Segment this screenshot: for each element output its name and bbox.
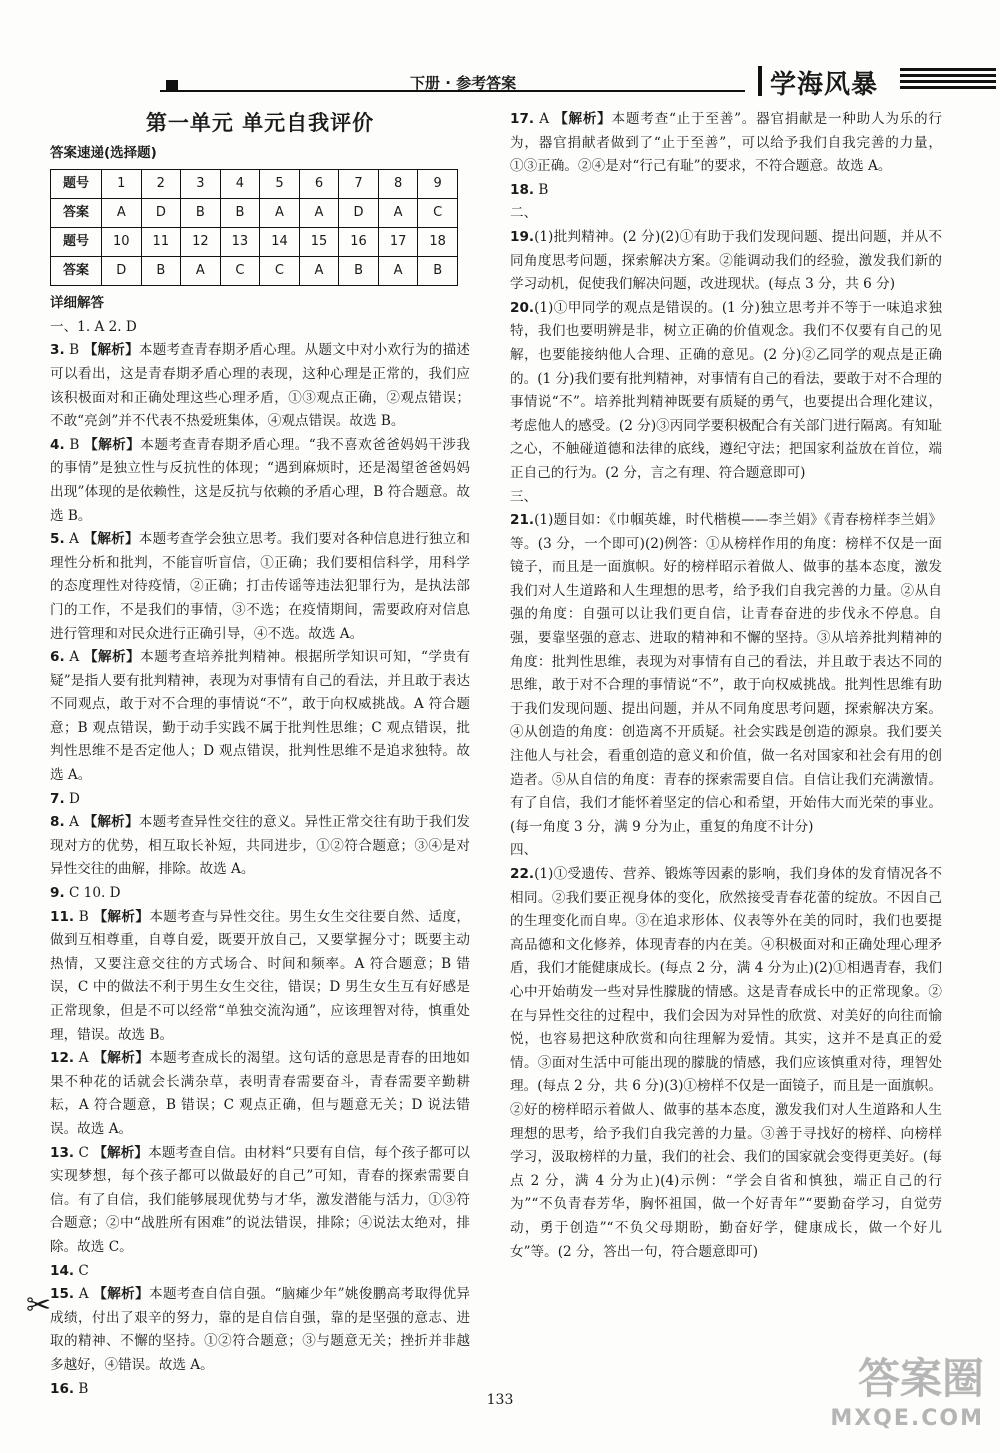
answer-table-cell: A	[378, 257, 418, 286]
answer-item	[510, 202, 942, 226]
watermark-text: 答案圈	[857, 1354, 984, 1403]
answer-choice: B	[78, 908, 89, 925]
analysis-tag: 【解析】	[84, 436, 141, 453]
unit-title: 第一单元 单元自我评价	[145, 111, 375, 135]
question-number: 9.	[50, 885, 65, 902]
left-column	[50, 108, 470, 1401]
answer-table-row	[51, 199, 458, 228]
right-answer-list	[510, 108, 942, 1264]
answer-item	[50, 646, 470, 788]
answer-text: 本题考查成长的渴望。这句话的意思是青春的田地如果不种花的话就会长满杂草，表明青春需要奋斗，青春需要辛勤耕耘，A 符合题意，B 错误；C 观点正确，但与题意无关；D 说法错误。故选 A。	[50, 1050, 471, 1137]
answer-table-cell: A	[378, 199, 418, 228]
answer-item	[510, 509, 942, 839]
answer-table-cell: 17	[378, 228, 418, 257]
answer-table-cell: C	[418, 199, 458, 228]
answer-text: 本题考查自信。由材料“只要有自信，每个孩子都可以实现梦想，每个孩子都可以做最好的自己”可知，青春的探索需要自信。有了自信，我们能够展现优势与才华，激发潜能与活力，①③符合题意；②中“战胜所有困难”的说法错误，排除；④说法太绝对，排除。故选 C。	[50, 1144, 470, 1255]
answer-text: (1)批判精神。(2 分)(2)①有助于我们发现问题、提出问题，并从不同角度思考问题，探索解决方案。②能调动我们的经验，激发我们新的学习动机，促使我们解决问题，改进现状。(每点 3 分，共 6 分)	[510, 228, 942, 293]
answer-item	[510, 179, 942, 203]
answer-choice: A	[78, 1050, 89, 1067]
answer-item	[510, 486, 942, 510]
analysis-tag: 【解析】	[93, 1286, 150, 1303]
analysis-tag: 【解析】	[554, 111, 612, 127]
answer-table-cell: 8	[378, 170, 418, 199]
answer-item	[510, 863, 942, 1264]
answer-item	[50, 788, 470, 812]
answer-table-cell: B	[339, 257, 379, 286]
answer-item	[50, 906, 470, 1048]
analysis-tag: 【解析】	[93, 908, 150, 925]
answer-text: 本题考查青春期矛盾心理。从题文中对小欢行为的描述可以看出，这是青春期矛盾心理的表现，这种心理是正常的，我们应该积极面对和正确处理这些心理矛盾，①③观点正确，②观点错误；不敢“亮剑”并不代表不热爱班集体，④观点错误。故选 B。	[50, 342, 470, 430]
question-number: 14.	[50, 1262, 75, 1279]
answer-text: 四、	[510, 842, 538, 859]
question-number: 13.	[50, 1144, 75, 1161]
answer-text: 三、	[510, 488, 538, 505]
answer-choice: B	[69, 436, 80, 453]
answer-table-cell: A	[260, 199, 300, 228]
answer-choice: C	[78, 1262, 89, 1279]
answer-table-cell: A	[181, 257, 221, 286]
question-number: 7.	[50, 790, 65, 807]
answer-table-cell: 12	[181, 228, 221, 257]
analysis-tag: 【解析】	[83, 531, 139, 548]
answer-text: 本题考查青春期矛盾心理。“我不喜欢爸爸妈妈干涉我的事情”是独立性与反抗性的体现；“遇到麻烦时，还是渴望爸爸妈妈出现”体现的是依赖性，这是反抗与依赖的矛盾心理，B 符合题意。故选 B。	[50, 436, 471, 524]
answer-text: 本题考查“止于至善”。器官捐献是一种助人为乐的行为，器官捐献者做到了“止于至善”，可以给予我们自我完善的力量，①③正确。②④是对“行己有耻”的要求，不符合题意。故选 A。	[510, 111, 943, 175]
answer-table-row	[51, 170, 458, 199]
question-number: 4.	[50, 436, 65, 453]
brand-stripes	[900, 68, 996, 90]
answer-item	[50, 339, 470, 433]
analysis-tag: 【解析】	[93, 1050, 150, 1067]
question-number: 12.	[50, 1050, 75, 1067]
answer-choice: A	[539, 111, 550, 127]
answer-table-cell: 3	[181, 170, 221, 199]
answer-text: (1)①甲同学的观点是错误的。(1 分)独立思考并不等于一味追求独特，我们也要明辨是非，树立正确的价值观念。我们不仅要有自己的见解，也要能接纳他人合理、正确的意见。(2 分)②乙同学的观点是正确的。(1 分)我们要有批判精神，对事情有自己的看法，要敢于对不合理的事情说“不”。培养批判精神既要有质疑的勇气，也要提出合理化建议，考虑他人的感受。(2 分)③丙同学要积极配合有关部门进行隔离。有知耻之心，不触碰道德和法律的底线，遵纪守法；把国家利益放在首位，端正自己的行为。(2 分，言之有理、符合题意即可)	[510, 299, 942, 481]
answer-choice: A	[69, 531, 79, 548]
page-header	[160, 62, 1000, 98]
answer-text: 本题考查培养批判精神。根据所学知识可知，“学贵有疑”是指人要有批判精神，表现为对事情有自己的看法，并且敢于表达不同观点，敢于对不合理的事情说“不”，敢于向权威挑战。A 符合题意；B 观点错误，勤于动手实践不属于批判性思维；C 观点错误，批判性思维不是否定他人；D 观点错误，批判性思维不是追求独特。故选 A。	[50, 649, 471, 784]
left-answer-list	[50, 316, 470, 1401]
answer-table-header-cell: 答案	[51, 257, 102, 286]
answer-table-cell: A	[299, 257, 339, 286]
answer-choice: A	[69, 649, 80, 666]
answer-table-cell: 18	[418, 228, 458, 257]
answer-table-cell: B	[181, 199, 221, 228]
answer-choice: C 10. D	[68, 885, 121, 902]
answer-table-cell: C	[220, 257, 260, 286]
answer-choice: C	[78, 1144, 89, 1161]
answer-table-cell: 1	[102, 170, 142, 199]
answer-table-cell: 5	[260, 170, 300, 199]
answer-choice: A	[69, 814, 79, 831]
right-column	[510, 108, 942, 1264]
question-number: 22.	[510, 866, 535, 882]
answer-choice: B	[78, 1380, 89, 1397]
question-number: 15.	[50, 1286, 75, 1303]
answer-item	[50, 434, 470, 528]
question-number: 21.	[510, 512, 535, 529]
answer-table-row	[51, 257, 458, 286]
answer-table-cell: 9	[418, 170, 458, 199]
answer-table-cell: 4	[220, 170, 260, 199]
question-number: 16.	[50, 1380, 75, 1397]
question-number: 3.	[50, 342, 65, 359]
answer-item	[50, 811, 470, 882]
answer-table-cell: 13	[220, 228, 260, 257]
answer-table-cell: B	[141, 257, 181, 286]
answer-text: 本题考查异性交往的意义。异性正常交往有助于我们发现对方的优势，相互取长补短，共同进步，①②符合题意；③④是对异性交往的曲解，排除。故选 A。	[50, 814, 471, 878]
watermark-logo	[830, 1354, 984, 1439]
answer-text: 本题考查学会独立思考。我们要对各种信息进行独立和理性分析和批判，不能盲听盲信，①正确；我们要相信科学，用科学的态度理性对待疫情，②正确；打击传谣等违法犯罪行为，是执法部门的工作，不是我们的事情，③不选；在疫情期间，需要政府对信息进行管理和对民众进行正确引导，④不选。故选 A。	[50, 531, 471, 642]
answer-table-cell: 14	[260, 228, 300, 257]
answer-table-cell: 10	[102, 228, 142, 257]
answer-table-cell: D	[102, 257, 142, 286]
answer-text: 本题考查自信自强。“脑瘫少年”姚俊鹏高考取得优异成绩，付出了艰辛的努力，靠的是自信自强，靠的是坚强的意志、进取的精神、不懈的坚持。①②符合题意；③与题意无关；挫折并非越多越好，④错误。故选 A。	[50, 1286, 470, 1373]
question-number: 11.	[50, 908, 75, 925]
answer-table	[50, 169, 458, 286]
brand-logo: 学海风暴	[770, 70, 879, 100]
answer-text: 二、	[510, 205, 538, 222]
answer-table-cell: 7	[339, 170, 379, 199]
answer-item	[510, 108, 942, 179]
answer-choice: B	[538, 181, 549, 198]
question-number: 20.	[510, 299, 535, 316]
detail-label: 详细解答	[50, 295, 104, 312]
answer-table-header-cell: 题号	[51, 170, 102, 199]
answer-table-cell: 6	[299, 170, 339, 199]
answer-item	[50, 1283, 470, 1377]
answer-choice: D	[68, 790, 80, 807]
answer-table-cell: B	[220, 199, 260, 228]
question-number: 17.	[510, 111, 535, 127]
watermark-url: MXQE.COM	[830, 1406, 984, 1431]
answer-item	[50, 882, 470, 906]
analysis-tag: 【解析】	[83, 342, 139, 359]
answer-table-cell: D	[339, 199, 379, 228]
question-number: 19.	[510, 228, 535, 245]
answer-table-cell: A	[299, 199, 339, 228]
answer-text: 本题考查与异性交往。男生女生交往要自然、适度，做到互相尊重，自尊自爱，既要开放自己，又要掌握分寸；既要主动热情，又要注意交往的方式场合、时间和频率。A 符合题意；B 错误，C 中的做法不利于男生女生交往，错误；D 男生女生互有好感是正常现象，但是不可以经常“单独交流沟通”，应该理智对待，慎重处理，错误。故选 B。	[50, 908, 470, 1043]
answer-item	[50, 528, 470, 646]
answer-item	[50, 1047, 470, 1141]
answer-table-cell: 2	[141, 170, 181, 199]
answer-table-cell: 11	[141, 228, 181, 257]
page-number: 133	[486, 1392, 514, 1408]
answer-item	[50, 316, 470, 340]
answer-text: (1)①受遗传、营养、锻炼等因素的影响，我们身体的发育情况各不相同。②我们要正视身体的变化，欣然接受青春花蕾的绽放。不因自己的生理变化而自卑。③在追求形体、仪表等外在美的同时，我们也要提高品德和文化修养，体现青春的内在美。④积极面对和正确处理心理矛盾，我们才能健康成长。(每点 2 分，满 4 分为止)(2)①相遇青春，我们心中开始萌发一些对异性朦胧的情感。这是青春成长中的正常现象。②在与异性交往的过程中，我们会因为对异性的欣赏、对美好的向往而愉悦，也容易把这种欣赏和向往理解为爱情。其实，这并不是真正的爱情。③面对生活中可能出现的朦胧的情感，我们应该慎重对待，理智处理。(每点 2 分，共 6 分)(3)①榜样不仅是一面镜子，而且是一面旗帜。②好的榜样昭示着做人、做事的基本态度，激发我们对人生道路和人生理想的思考，给予我们自我完善的力量。③善于寻找好的榜样、向榜样学习，汲取榜样的力量，我们的社会、我们的国家就会变得更美好。(每点 2 分，满 4 分为止)(4)示例：“学会自省和慎独，端正自己的行为”“不负青春芳华，胸怀祖国，做一个好青年”“要勤奋学习，自觉劳动，勇于创造”“不负父母期盼，勤奋好学，健康成长，做一个好儿女”等。(2 分，答出一句，符合题意即可)	[510, 866, 942, 1260]
answer-item	[510, 297, 942, 486]
answer-table-cell: B	[418, 257, 458, 286]
quick-answers-label: 答案速递(选择题)	[50, 144, 157, 161]
answer-choice: B	[69, 342, 80, 359]
scissors-icon: ✂	[26, 1288, 52, 1323]
header-title: 下册 · 参考答案	[410, 74, 517, 92]
answer-table-row	[51, 228, 458, 257]
question-number: 8.	[50, 814, 65, 831]
analysis-tag: 【解析】	[83, 814, 139, 831]
answer-table-cell: C	[260, 257, 300, 286]
answer-text: 一、1. A 2. D	[50, 318, 137, 335]
answer-text: (1)题目如：《巾帼英雄，时代楷模——李兰娟》《青春榜样李兰娟》等。(3 分，一个即可)(2)例答：①从榜样作用的角度：榜样不仅是一面镜子，而且是一面旗帜。好的榜样昭示着做人、做事的基本态度，激发我们对人生道路和人生理想的思考，给予我们自我完善的力量。②从自强的角度：自强可以让我们更自信，让青春奋进的步伐永不停息。自强，要靠坚强的意志、进取的精神和不懈的坚持。③从培养批判精神的角度：批判性思维，表现为对事情有自己的看法，并且敢于表达不同的思维，敢于对不合理的事情说“不”，敢于向权威挑战。批判性思维有助于我们发现问题、提出问题，并从不同角度思考问题，探索解决方案。④从创造的角度：创造离不开质疑。社会实践是创造的源泉。我们要关注他人与社会，看重创造的意义和价值，做一名对国家和社会有用的创造者。⑤从自信的角度：青春的探索需要自信。自信让我们充满激情。有了自信，我们才能怀着坚定的信心和希望，开始伟大而光荣的事业。(每一角度 3 分，满 9 分为止，重复的角度不计分)	[510, 512, 942, 835]
answer-item	[510, 839, 942, 863]
analysis-tag: 【解析】	[84, 649, 141, 666]
answer-item	[50, 1260, 470, 1284]
answer-table-header-cell: 题号	[51, 228, 102, 257]
answer-table-cell: 15	[299, 228, 339, 257]
answer-choice: A	[78, 1286, 89, 1303]
answer-item	[510, 226, 942, 297]
question-number: 5.	[50, 531, 65, 548]
answer-table-cell: D	[141, 199, 181, 228]
answer-table-cell: A	[102, 199, 142, 228]
analysis-tag: 【解析】	[93, 1144, 149, 1161]
brand-bar-mark	[758, 66, 762, 96]
answer-item	[50, 1142, 470, 1260]
answer-table-header-cell: 答案	[51, 199, 102, 228]
answer-table-cell: 16	[339, 228, 379, 257]
question-number: 6.	[50, 649, 65, 666]
question-number: 18.	[510, 181, 535, 198]
